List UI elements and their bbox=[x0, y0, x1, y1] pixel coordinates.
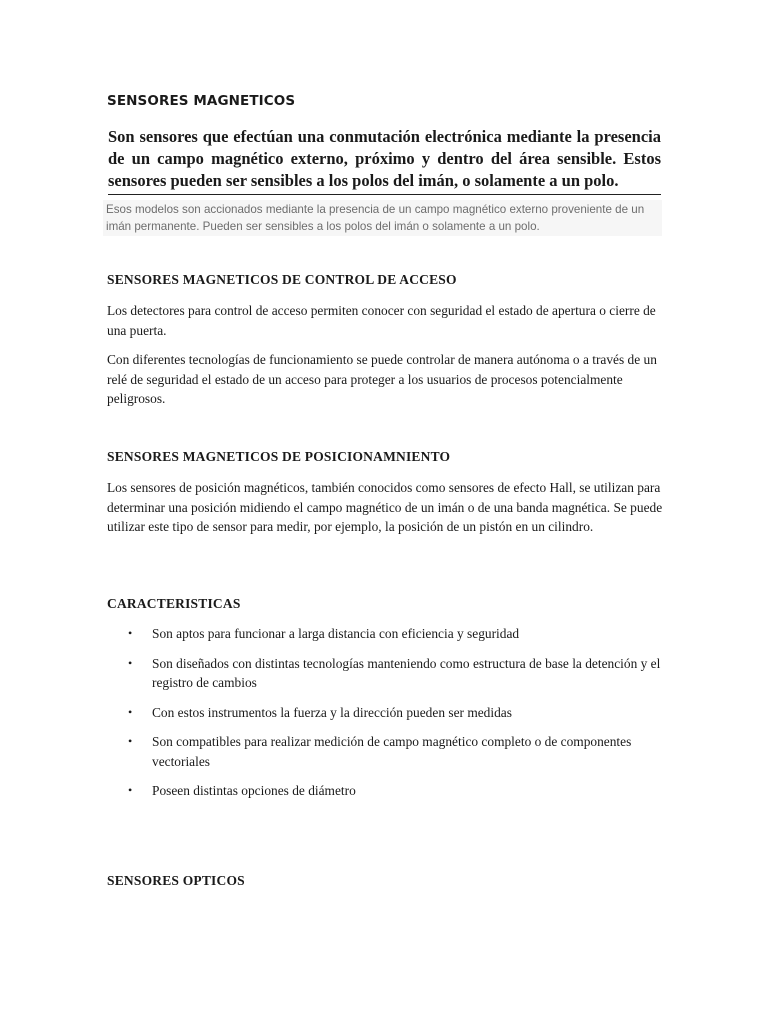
quoted-description: Esos modelos son accionados mediante la presencia de un campo magnético externo proveniente de un imán permanente. Pueden ser sensibles a los polos del imán o solamente a un polo. bbox=[103, 200, 662, 236]
section-heading-control-acceso: SENSORES MAGNETICOS DE CONTROL DE ACCESO bbox=[107, 272, 457, 287]
paragraph-posicionamiento: Los sensores de posición magnéticos, también conocidos como sensores de efecto Hall, se utilizan para determinar una posición midiendo el campo magnético de un imán o de una banda magnética. Se puede utilizar este tipo de sensor para medir, por ejemplo, la posición de un pistón en un cilindro. bbox=[107, 480, 663, 534]
list-item-text: Son aptos para funcionar a larga distancia con eficiencia y seguridad bbox=[152, 626, 520, 641]
document-title: SENSORES MAGNETICOS bbox=[107, 93, 296, 109]
list-item bbox=[107, 654, 663, 693]
bullet-icon: • bbox=[128, 734, 133, 748]
list-item-text: Poseen distintas opciones de diámetro bbox=[152, 783, 356, 798]
list-item bbox=[107, 703, 663, 723]
lead-paragraph: Son sensores que efectúan una conmutación electrónica mediante la presencia de un campo magnético externo, próximo y dentro del área sensible. Estos sensores pueden ser sensibles a los polos del imán, o solamente a un polo. bbox=[108, 126, 661, 195]
paragraph-control-acceso-2: Con diferentes tecnologías de funcionamiento se puede controlar de manera autónoma o a través de un relé de seguridad el estado de un acceso para proteger a los usuarios de procesos potencialmente peligrosos. bbox=[107, 352, 657, 406]
section-heading-opticos: SENSORES OPTICOS bbox=[107, 873, 245, 888]
bullet-icon: • bbox=[128, 783, 133, 797]
bullet-icon: • bbox=[128, 626, 133, 640]
section-heading-posicionamiento: SENSORES MAGNETICOS DE POSICIONAMNIENTO bbox=[107, 449, 451, 464]
list-item bbox=[107, 732, 663, 771]
list-item bbox=[107, 624, 663, 644]
bullet-icon: • bbox=[128, 655, 133, 670]
list-item-text: Son diseñados con distintas tecnologías manteniendo como estructura de base la detención y el registro de cambios bbox=[152, 655, 661, 690]
list-item-text: Son compatibles para realizar medición de campo magnético completo o de componentes vectoriales bbox=[152, 734, 632, 769]
bullet-icon: • bbox=[128, 704, 133, 719]
caracteristicas-list bbox=[107, 624, 663, 811]
list-item bbox=[107, 781, 663, 801]
paragraph-control-acceso-1: Los detectores para control de acceso permiten conocer con seguridad el estado de apertura o cierre de una puerta. bbox=[107, 303, 656, 338]
section-heading-caracteristicas: CARACTERISTICAS bbox=[107, 596, 241, 611]
list-item-text: Con estos instrumentos la fuerza y la dirección pueden ser medidas bbox=[152, 704, 512, 720]
